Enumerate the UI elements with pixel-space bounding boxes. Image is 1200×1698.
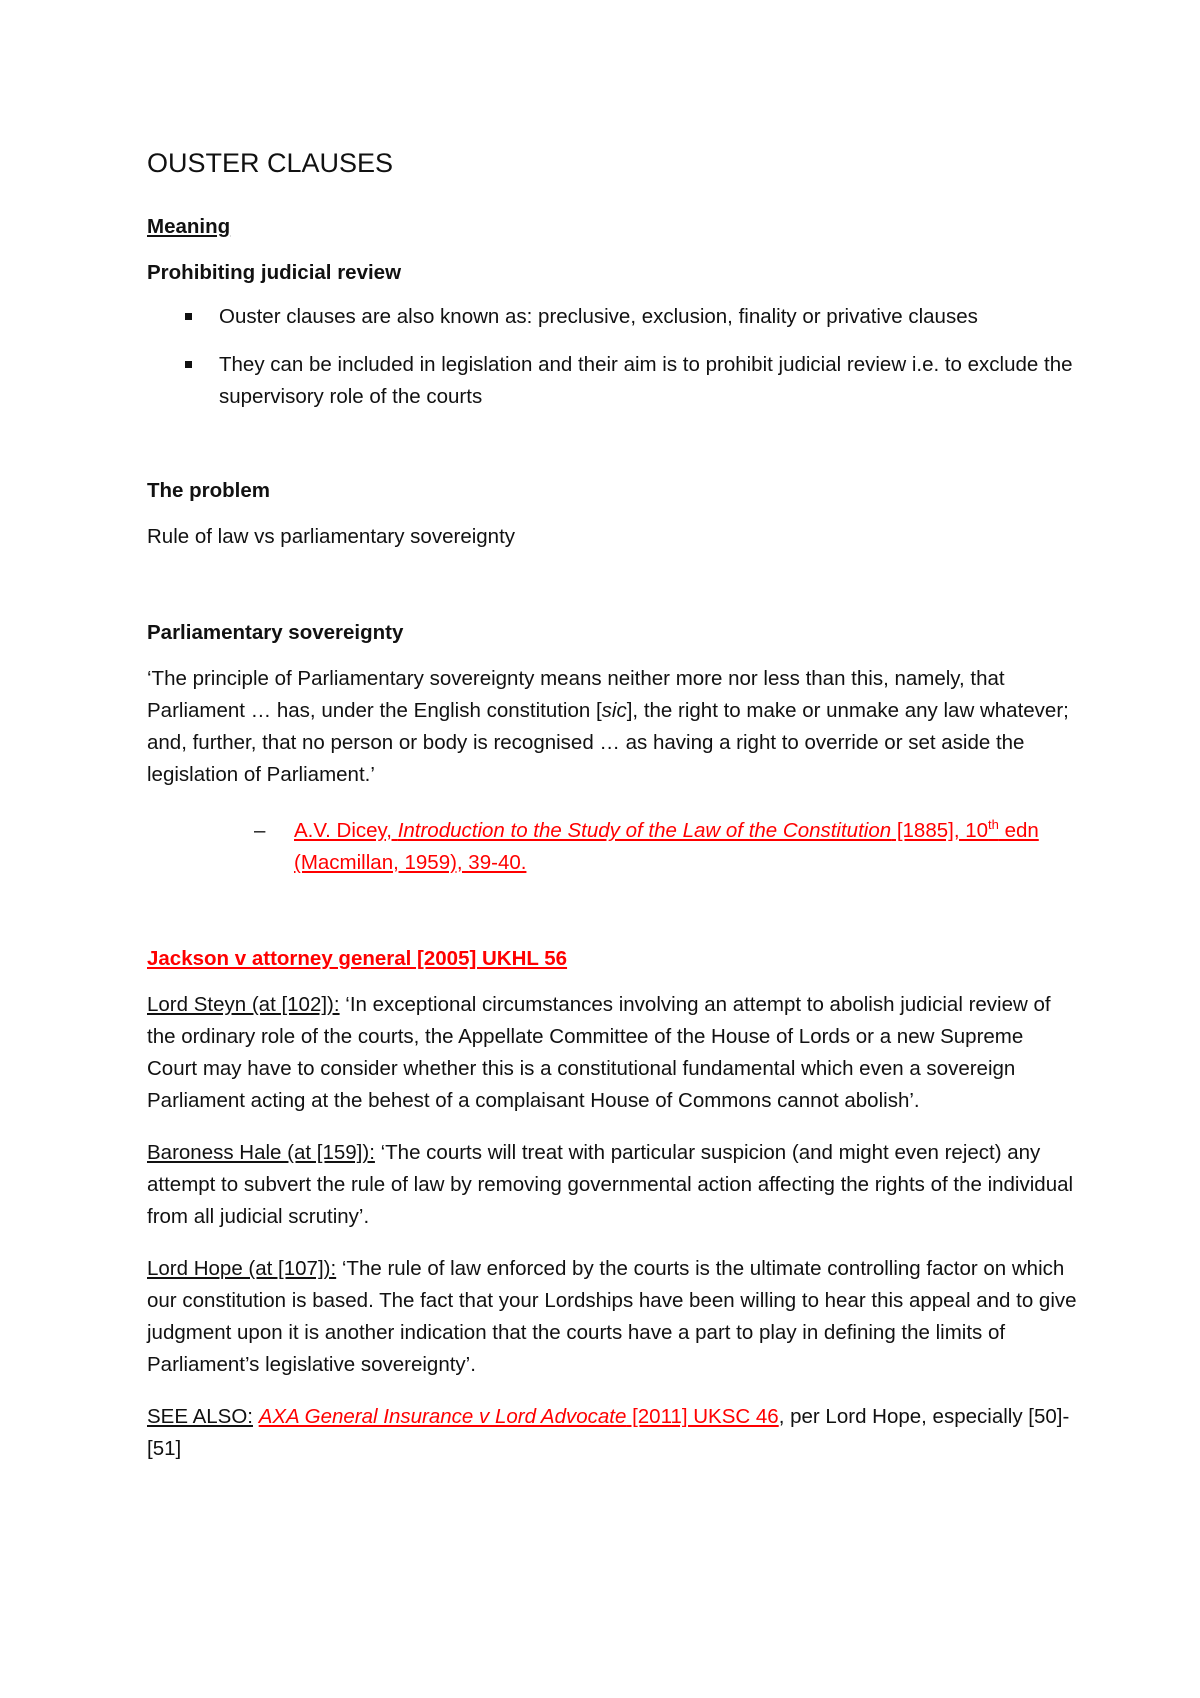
see-also-rest: , per Lord Hope, especially [50]-[51] (147, 1405, 1070, 1460)
case-heading: Jackson v attorney general [2005] UKHL 56 (147, 947, 568, 970)
square-bullet-icon (185, 313, 192, 320)
problem-text: Rule of law vs parliamentary sovereignty (147, 525, 516, 548)
citation-superscript: th (988, 817, 999, 833)
hale-text: ‘The courts will treat with particular suspicion (and might even reject) any attempt to subvert the rule of law by removing governmental action affecting the rights of the individual from all judicial scrutiny’. (147, 1141, 1074, 1228)
hope-label: Lord Hope (at [107]): (147, 1257, 337, 1280)
meaning-heading: Meaning (147, 215, 231, 238)
citation-book-title: Introduction to the Study of the Law of the Constitution (397, 819, 892, 842)
dicey-citation (147, 815, 1077, 879)
page-title: OUSTER CLAUSES (147, 148, 394, 178)
quote-part: ‘The principle of Parliamentary sovereignty means neither more nor less than this, namely, that Parliament … has, under the English constitution [ (147, 667, 1005, 722)
citation-part: edn (Macmillan, 1959), 39-40. (294, 819, 1039, 874)
hale-paragraph (147, 1137, 1077, 1233)
axa-case-name: AXA General Insurance v Lord Advocate (258, 1405, 627, 1428)
dicey-quote (147, 663, 1077, 791)
sovereignty-heading: Parliamentary sovereignty (147, 621, 404, 644)
steyn-text: ‘In exceptional circumstances involving an attempt to abolish judicial review of the ordinary role of the courts, the Appellate Committee of the House of Lords or a new Supreme Court may have to consider whether this is a constitutional fundamental which even a sovereign Parliament acting at the behest of a complaisant House of Commons cannot abolish’. (147, 993, 1051, 1112)
problem-heading: The problem (147, 479, 271, 502)
hale-label: Baroness Hale (at [159]): (147, 1141, 375, 1164)
meaning-subheading: Prohibiting judicial review (147, 261, 402, 284)
see-also-paragraph (147, 1401, 1077, 1465)
see-also-label: SEE ALSO: (147, 1405, 253, 1428)
axa-citation: [2011] UKSC 46 (626, 1405, 779, 1428)
citation-part: [1885], 10 (891, 819, 989, 842)
square-bullet-icon (185, 361, 192, 368)
citation-author: A.V. Dicey, (294, 819, 398, 842)
bullet-list (147, 301, 1077, 413)
quote-sic: sic (601, 699, 627, 722)
hope-text: ‘The rule of law enforced by the courts is the ultimate controlling factor on which our constitution is based. The fact that your Lordships have been willing to hear this appeal and to give judgment upon it is another indication that the courts have a part to play in defining the limits of Parliament’s legislative sovereignty’. (147, 1257, 1077, 1376)
document-body (147, 148, 1077, 1465)
steyn-paragraph (147, 989, 1077, 1117)
list-item-text: They can be included in legislation and their aim is to prohibit judicial review i.e. to exclude the supervisory role of the courts (219, 353, 1073, 408)
citation-text (294, 819, 1039, 874)
steyn-label: Lord Steyn (at [102]): (147, 993, 340, 1016)
citation-dash: – (254, 819, 266, 842)
list-item-text: Ouster clauses are also known as: preclusive, exclusion, finality or privative clauses (219, 305, 978, 328)
list-item (147, 349, 1077, 413)
list-item (147, 301, 1077, 333)
hope-paragraph (147, 1253, 1077, 1381)
quote-part: ], the right to make or unmake any law whatever; and, further, that no person or body is recognised … as having a right to override or set aside the legislation of Parliament.’ (147, 699, 1069, 786)
